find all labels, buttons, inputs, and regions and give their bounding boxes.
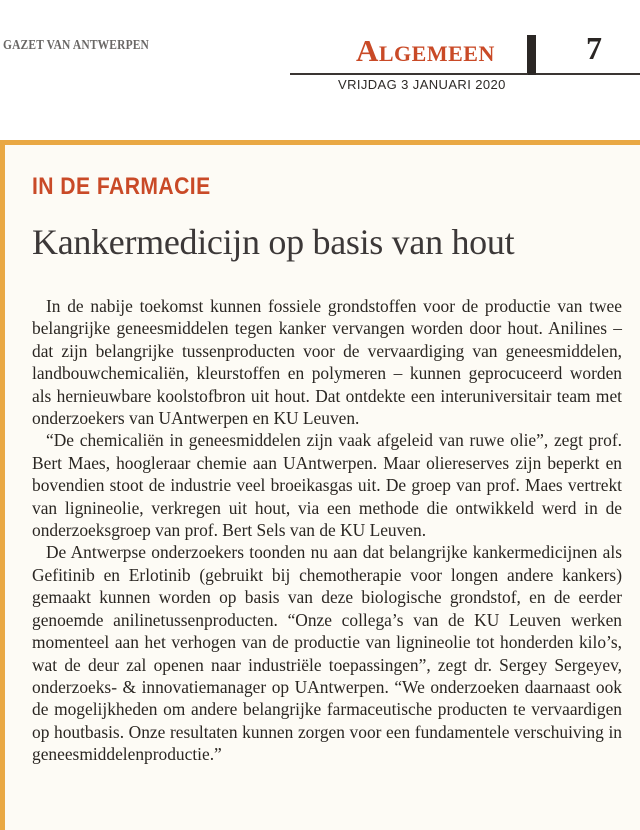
section-divider-bar [527,35,536,75]
date-rule [290,73,528,75]
masthead [0,0,640,140]
issue-date: VRIJDAG 3 JANUARI 2020 [338,77,506,92]
newspaper-name: GAZET VAN ANTWERPEN [3,38,150,53]
page-number: 7 [586,30,602,66]
article-headline: Kankermedicijn op basis van hout [32,222,515,262]
article-paragraph: “De chemicaliën in geneesmiddelen zijn vaak afgeleid van ruwe olie”, zegt prof. Bert Maes, hoogleraar chemie aan UAntwerpen. Maar oliereserves zijn beperkt en bovendien stoot de industrie veel broeikasgas uit. De groep van prof. Maes vertrekt van lignineolie, verkregen uit hout, via een methode die ontwikkeld werd in de onderzoeksgroep van prof. Bert Sels van de KU Leuven. [32,430,622,541]
section-title: Algemeen [356,33,495,68]
date-rule-right [536,73,640,75]
article-paragraph: De Antwerpse onderzoekers toonden nu aan dat belangrijke kankermedicijnen als Gefitinib en Erlotinib (gebruikt bij chemotherapie voor longen andere kankers) gemaakt kunnen worden op basis van deze biologische grondstof, en de eerder genoemde anilinetussenproducten. “Onze collega’s van de KU Leuven werken momenteel aan het verhogen van de productie van lignineolie tot honderden kilo’s, wat de deur zal openen naar industriële toepassingen”, zegt dr. Sergey Sergeyev, onderzoeks- & innovatiemanager op UAntwerpen. “We onderzoeken daarnaast ook de mogelijkheden om andere belangrijke farmaceutische producten te vervaardigen op houtbasis. Onze resultaten kunnen zorgen voor een fundamentele verschuiving in geneesmiddelenproductie.” [32,542,622,765]
article-paragraph: In de nabije toekomst kunnen fossiele grondstoffen voor de productie van twee belangrijke geneesmiddelen tegen kanker vervangen worden door hout. Anilines – dat zijn belangrijke tussenproducten voor de vervaardiging van geneesmiddelen, landbouwchemicaliën, kleurstoffen en polymeren – kunnen geprocuceerd worden als hernieuwbare koolstofbron uit hout. Dat ontdekte een interuniversitair team met onderzoekers van UAntwerpen en KU Leuven. [32,296,622,429]
article-body [32,295,622,766]
article-kicker: IN DE FARMACIE [32,173,211,200]
